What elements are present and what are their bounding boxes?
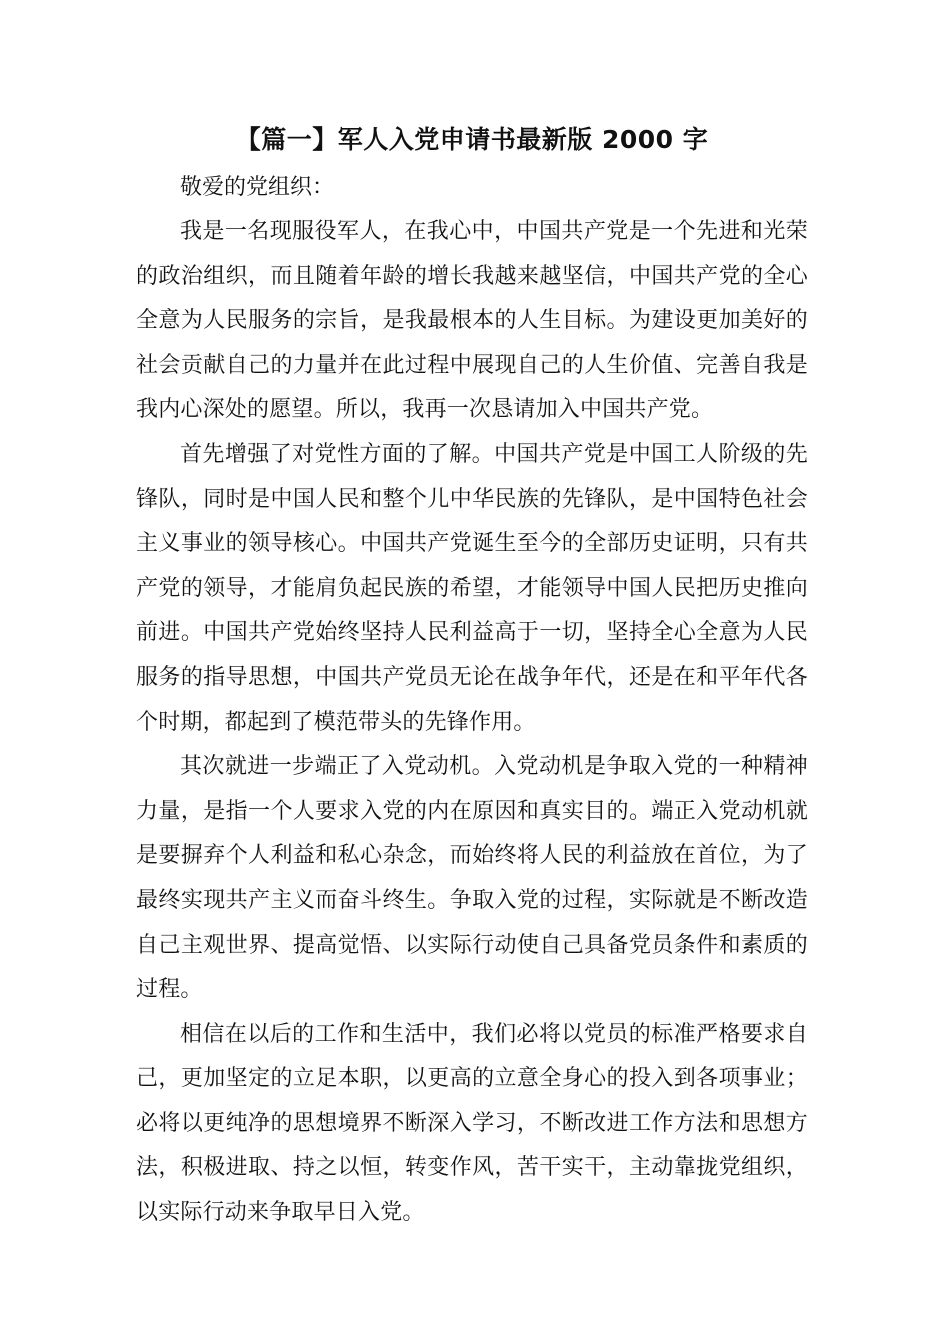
salutation: 敬爱的党组织： [180, 175, 335, 200]
paragraph-1: 我是一名现服役军人，在我心中，中国共产党是一个先进和光荣的政治组织，而且随着年龄的增长我越来越坚信，中国共产党的全心全意为人民服务的宗旨，是我最根本的人生目标。为建设更加美好的社会贡献自己的力量并在此过程中展现自己的人生价值、完善自我是我内心深处的愿望。所以，我再一次恳请加入中国共产党。 [136, 219, 808, 423]
document-body [136, 210, 808, 1236]
paragraph-3: 其次就进一步端正了入党动机。入党动机是争取入党的一种精神力量，是指一个人要求入党的内在原因和真实目的。端正入党动机就是要摒弃个人利益和私心杂念，而始终将人民的利益放在首位，为了最终实现共产主义而奋斗终生。争取入党的过程，实际就是不断改造自己主观世界、提高觉悟、以实际行动使自己具备党员条件和素质的过程。 [136, 754, 808, 1003]
document-title: 【篇一】军人入党申请书最新版 2000 字 [235, 125, 709, 154]
paragraph-4: 相信在以后的工作和生活中，我们必将以党员的标准严格要求自己，更加坚定的立足本职，以更高的立意全身心的投入到各项事业；必将以更纯净的思想境界不断深入学习，不断改进工作方法和思想方法，积极进取、持之以恒，转变作风，苦干实干，主动靠拢党组织，以实际行动来争取早日入党。 [136, 1021, 808, 1226]
paragraph-2: 首先增强了对党性方面的了解。中国共产党是中国工人阶级的先锋队，同时是中国人民和整个儿中华民族的先锋队，是中国特色社会主义事业的领导核心。中国共产党诞生至今的全部历史证明，只有共产党的领导，才能肩负起民族的希望，才能领导中国人民把历史推向前进。中国共产党始终坚持人民利益高于一切，坚持全心全意为人民服务的指导思想，中国共产党员无论在战争年代，还是在和平年代各个时期，都起到了模范带头的先锋作用。 [136, 441, 808, 735]
